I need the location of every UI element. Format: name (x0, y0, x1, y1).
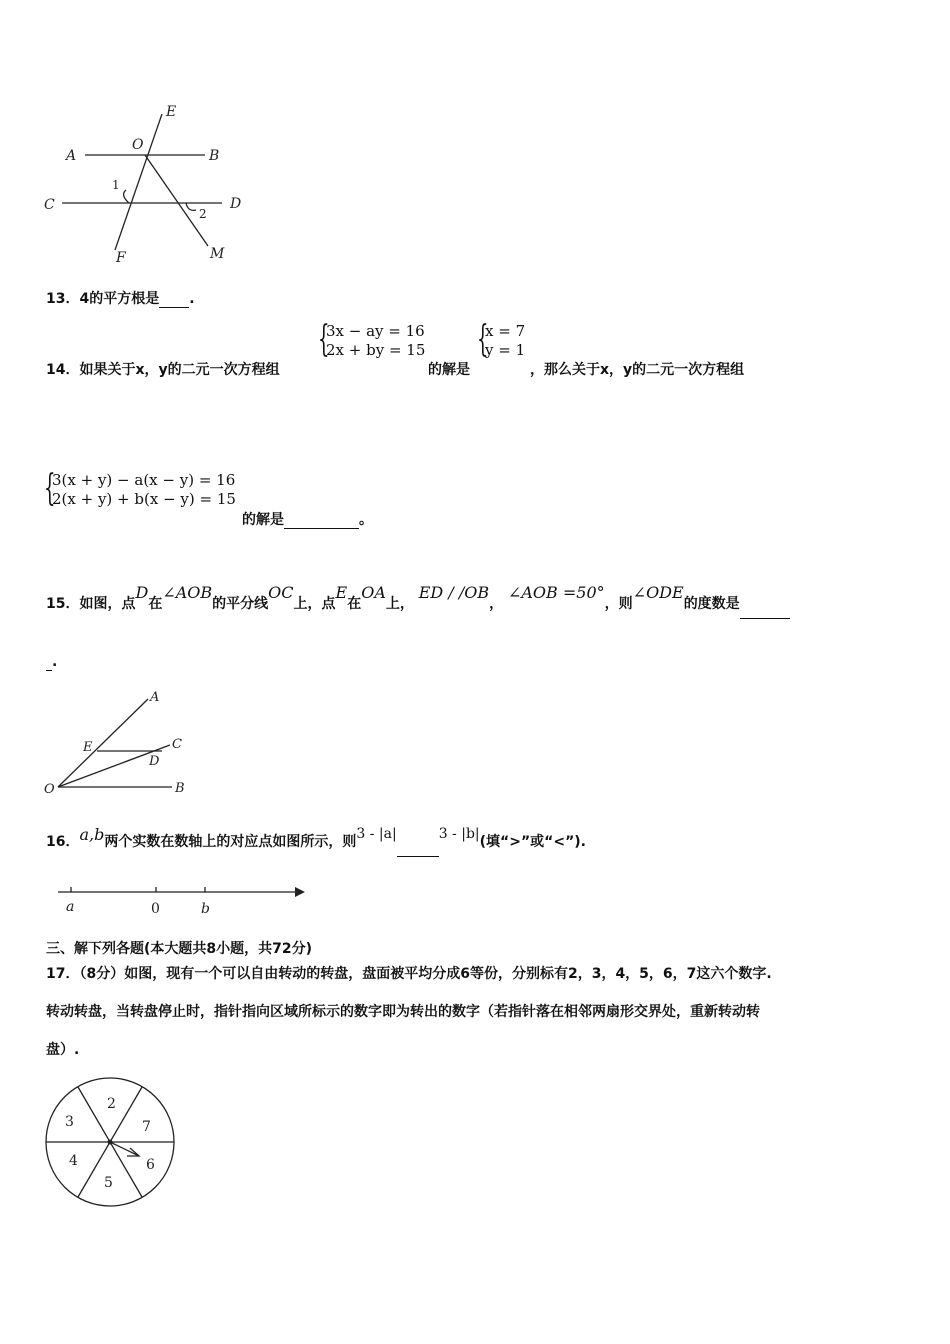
ray-oa: OA (361, 583, 386, 602)
point-e: E (335, 583, 348, 602)
sector-label-7: 7 (142, 1119, 151, 1135)
tick-label-a: a (66, 899, 75, 915)
spinner-center (108, 1140, 113, 1145)
sys1-line-2: 2x + by = 15 (326, 341, 426, 359)
angle-1-arc (124, 190, 129, 203)
label-c: C (44, 197, 55, 213)
parallel-condition: ED / /OB (418, 583, 490, 602)
sector-label-2: 2 (107, 1096, 116, 1112)
parallel-lines-figure (40, 100, 260, 270)
fig15-label-b: B (175, 781, 185, 796)
vars-ab: a,b (79, 825, 105, 844)
label-angle-1: 1 (112, 178, 120, 192)
fig15-label-a: A (150, 690, 160, 705)
equation-system-1: { 3x − ay = 16 2x + by = 15 (318, 322, 428, 360)
label-a: A (66, 148, 77, 164)
tick-label-b: b (201, 901, 210, 917)
angle-bisector-figure (40, 685, 200, 800)
question-13 (46, 288, 195, 308)
expr-3-abs-b: 3 - |b| (438, 826, 480, 842)
ray-oa-line (58, 699, 148, 787)
sector-label-6: 6 (146, 1157, 155, 1173)
sys2-line-2: 2(x + y) + b(x − y) = 15 (52, 490, 236, 508)
spinner-figure (44, 1076, 180, 1212)
sys1-line-1: 3x − ay = 16 (326, 322, 425, 340)
question-17-line-1: 17．（8分）如图，现有一个可以自由转动的转盘，盘面被平均分成6等份，分别标有2，3，4，5，6，7这六个数字. (46, 966, 772, 982)
label-m: M (210, 246, 225, 262)
line-ef (115, 114, 162, 250)
label-d: D (230, 196, 242, 212)
sys2-line-1: 3(x + y) − a(x − y) = 16 (52, 471, 236, 489)
q14-answer-blank[interactable] (284, 512, 359, 529)
sector-label-4: 4 (69, 1153, 78, 1169)
tick-label-zero: 0 (151, 901, 160, 917)
line-om (145, 155, 208, 246)
question-14-end: 的解是 。 (242, 512, 373, 528)
solution-system: { x = 7 y = 1 (477, 322, 537, 360)
q13-tail: . (189, 291, 195, 307)
fig15-label-o: O (44, 782, 55, 797)
label-e: E (166, 104, 177, 120)
label-b: B (209, 148, 220, 164)
section-3-title: 三、解下列各题(本大题共8小题，共72分) (46, 941, 313, 957)
expr-3-abs-a: 3 - |a| (356, 826, 397, 842)
angle-aob-value: ∠AOB =50° (507, 583, 605, 602)
number-line-arrow (295, 887, 305, 897)
question-15: 15．如图，点D在∠AOB的平分线OC上，点E在OA上， ED / /OB， ∠AOB =50°，则∠ODE的度数是 (46, 589, 790, 619)
ray-oc: OC (268, 583, 294, 602)
spinner-pointer-head (127, 1148, 139, 1156)
number-line-figure (50, 878, 315, 923)
solution-line-2: y = 1 (485, 341, 526, 359)
q13-text: 13．4的平方根是 (46, 291, 160, 307)
fig15-label-d: D (149, 754, 160, 769)
fig15-label-e: E (83, 740, 93, 755)
q16-answer-blank[interactable] (397, 828, 439, 857)
question-15-continuation: . (46, 654, 57, 671)
point-d: D (135, 583, 149, 602)
angle-ode: ∠ODE (632, 583, 684, 602)
sector-label-3: 3 (65, 1114, 74, 1130)
question-14-mid: 的解是 (428, 362, 470, 378)
angle-aob: ∠AOB (162, 583, 213, 602)
q15-answer-blank[interactable] (740, 590, 790, 619)
solution-line-1: x = 7 (485, 322, 526, 340)
question-16: 16．a,b两个实数在数轴上的对应点如图所示，则3 - |a| 3 - |b|(填“>”或“<”). (46, 827, 586, 857)
label-f: F (116, 250, 126, 266)
label-o: O (132, 137, 144, 153)
question-17-line-2: 转动转盘，当转盘停止时，指针指向区域所标示的数字即为转出的数字（若指针落在相邻两扇形交界处，重新转动转 (46, 1004, 760, 1020)
question-14-prefix: 14．如果关于x，y的二元一次方程组 (46, 362, 280, 378)
fig15-label-c: C (172, 737, 182, 752)
sector-label-5: 5 (104, 1175, 113, 1191)
label-angle-2: 2 (199, 207, 207, 221)
q13-answer-blank[interactable] (159, 291, 189, 308)
question-14-suffix: ，那么关于x，y的二元一次方程组 (530, 362, 745, 378)
angle-2-arc (186, 203, 196, 210)
question-17-line-3: 盘）. (46, 1042, 80, 1058)
equation-system-2: { 3(x + y) − a(x − y) = 16 2(x + y) + b(x − y) = 15 (44, 471, 244, 509)
